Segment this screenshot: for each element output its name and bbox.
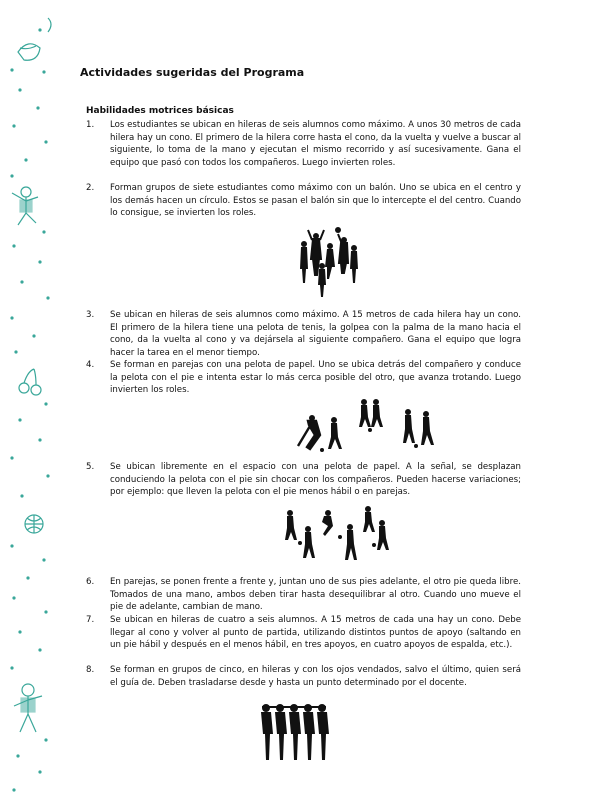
activity-number: 8.	[86, 665, 95, 675]
activity-number: 2.	[86, 183, 95, 193]
activity-item	[86, 119, 521, 170]
kite-icon	[18, 18, 51, 60]
ball-shape	[368, 428, 372, 432]
ball-icon	[25, 515, 43, 533]
silhouette-figure	[345, 524, 357, 560]
ball-shape	[298, 541, 302, 545]
activity-number: 5.	[86, 462, 95, 472]
ball-shape	[414, 444, 418, 448]
section-title: Habilidades motrices básicas	[86, 106, 234, 116]
silhouette-figure	[300, 241, 308, 283]
silhouette-figure	[322, 510, 333, 536]
silhouette-figure	[325, 243, 335, 279]
silhouette-figure	[338, 234, 348, 273]
silhouette-figure	[261, 704, 273, 760]
activity-item	[86, 182, 521, 220]
illustration-free-dribbling	[278, 503, 396, 567]
activity-text: Se ubican libremente en el espacio con una pelota de papel. A la señal, se desplazan conduciendo la pelota con el pie sin chocar con los compañeros. Pueden hacerse variaciones; por ejemplo: que lleven la pelota con el pie menos hábil o en parejas.	[110, 462, 521, 498]
child-figure-icon	[12, 187, 38, 225]
activity-text: En parejas, se ponen frente a frente y, juntan uno de sus pies adelante, el otro pie queda libre. Tomados de una mano, ambos deben tirar hasta desequilibrar al otro. Cuando uno mueve el pie de adelante, cambian de mano.	[110, 577, 521, 613]
activity-number: 6.	[86, 577, 95, 587]
decorative-dots	[10, 28, 49, 791]
activity-number: 1.	[86, 120, 95, 130]
child-figure-icon	[14, 684, 42, 732]
silhouette-figure	[403, 409, 415, 443]
activity-text: Se forman en grupos de cinco, en hileras y con los ojos vendados, salvo el último, quien será el guía de. Deben trasladarse desde y hasta un punto determinado por el docente.	[110, 665, 521, 688]
activity-item	[86, 309, 521, 360]
silhouette-figure	[303, 526, 315, 558]
activity-item	[86, 461, 521, 499]
silhouette-figure	[363, 506, 375, 532]
silhouette-figure	[371, 399, 383, 427]
activity-text: Forman grupos de siete estudiantes como máximo con un balón. Uno se ubica en el centro y los demás hacen un círculo. Estos se pasan el balón sin que lo intercepte el del centro. Cuando lo consigue, se invierten los roles.	[110, 183, 521, 219]
ball-shape	[335, 227, 341, 233]
margin-decoration	[0, 0, 70, 800]
illustration-ball-circle	[292, 226, 366, 300]
silhouette-figure	[285, 510, 297, 540]
page-title: Actividades sugeridas del Programa	[80, 66, 305, 79]
silhouette-figure	[328, 417, 342, 449]
activity-item	[86, 664, 521, 689]
silhouette-figure	[317, 704, 329, 760]
activity-item	[86, 576, 521, 614]
activity-text: Se ubican en hileras de seis alumnos como máximo. A 15 metros de cada hilera hay un cono. El primero de la hilera tiene una pelota de tenis, la golpea con la palma de la mano hacia el cono, da la vuelta al cono y va dejársela al siguiente compañero. Gana el equipo que logra hacer la tarea en el menor tiempo.	[110, 310, 521, 359]
activity-item	[86, 359, 521, 397]
activity-number: 4.	[86, 360, 95, 370]
activity-item	[86, 614, 521, 652]
silhouette-figure	[318, 263, 326, 297]
silhouette-figure	[350, 245, 358, 283]
activity-text: Se forman en parejas con una pelota de papel. Uno se ubica detrás del compañero y conduce la pelota con el pie e intenta estar lo más cerca posible del otro, que avanza trotando. Luego invierten los roles.	[110, 360, 521, 396]
cherry-icon	[19, 369, 41, 395]
silhouette-figure	[298, 415, 320, 449]
silhouette-figure	[303, 704, 315, 760]
ball-shape	[372, 543, 376, 547]
activity-text: Se ubican en hileras de cuatro a seis alumnos. A 15 metros de cada una hay un cono. Debe llegar al cono y volver al punto de partida, utilizando distintos puntos de apoyo (saltando en un pie hábil y después en el menos hábil, en tres apoyos, en cuatro apoyos de espalda, etc.).	[110, 615, 521, 651]
activity-text: Los estudiantes se ubican en hileras de seis alumnos como máximo. A unos 30 metros de cada hilera hay un cono. El primero de la hilera corre hasta el cono, da la vuelta y vuelve a buscar al siguiente, lo toma de la mano y ejecutan el mismo recorrido y así sucesivamente. Gana el equipo que pasó con todos los compañeros. Luego invierten roles.	[110, 120, 521, 169]
silhouette-figure	[275, 704, 287, 760]
activity-number: 3.	[86, 310, 95, 320]
silhouette-figure	[289, 704, 301, 760]
silhouette-figure	[359, 399, 371, 427]
ball-shape	[320, 448, 324, 452]
silhouette-figure	[377, 520, 389, 550]
illustration-pairs-dribbling	[292, 396, 442, 454]
illustration-blindfolded-line	[258, 700, 330, 762]
silhouette-figure	[421, 411, 434, 445]
ball-shape	[338, 535, 342, 539]
activity-number: 7.	[86, 615, 95, 625]
